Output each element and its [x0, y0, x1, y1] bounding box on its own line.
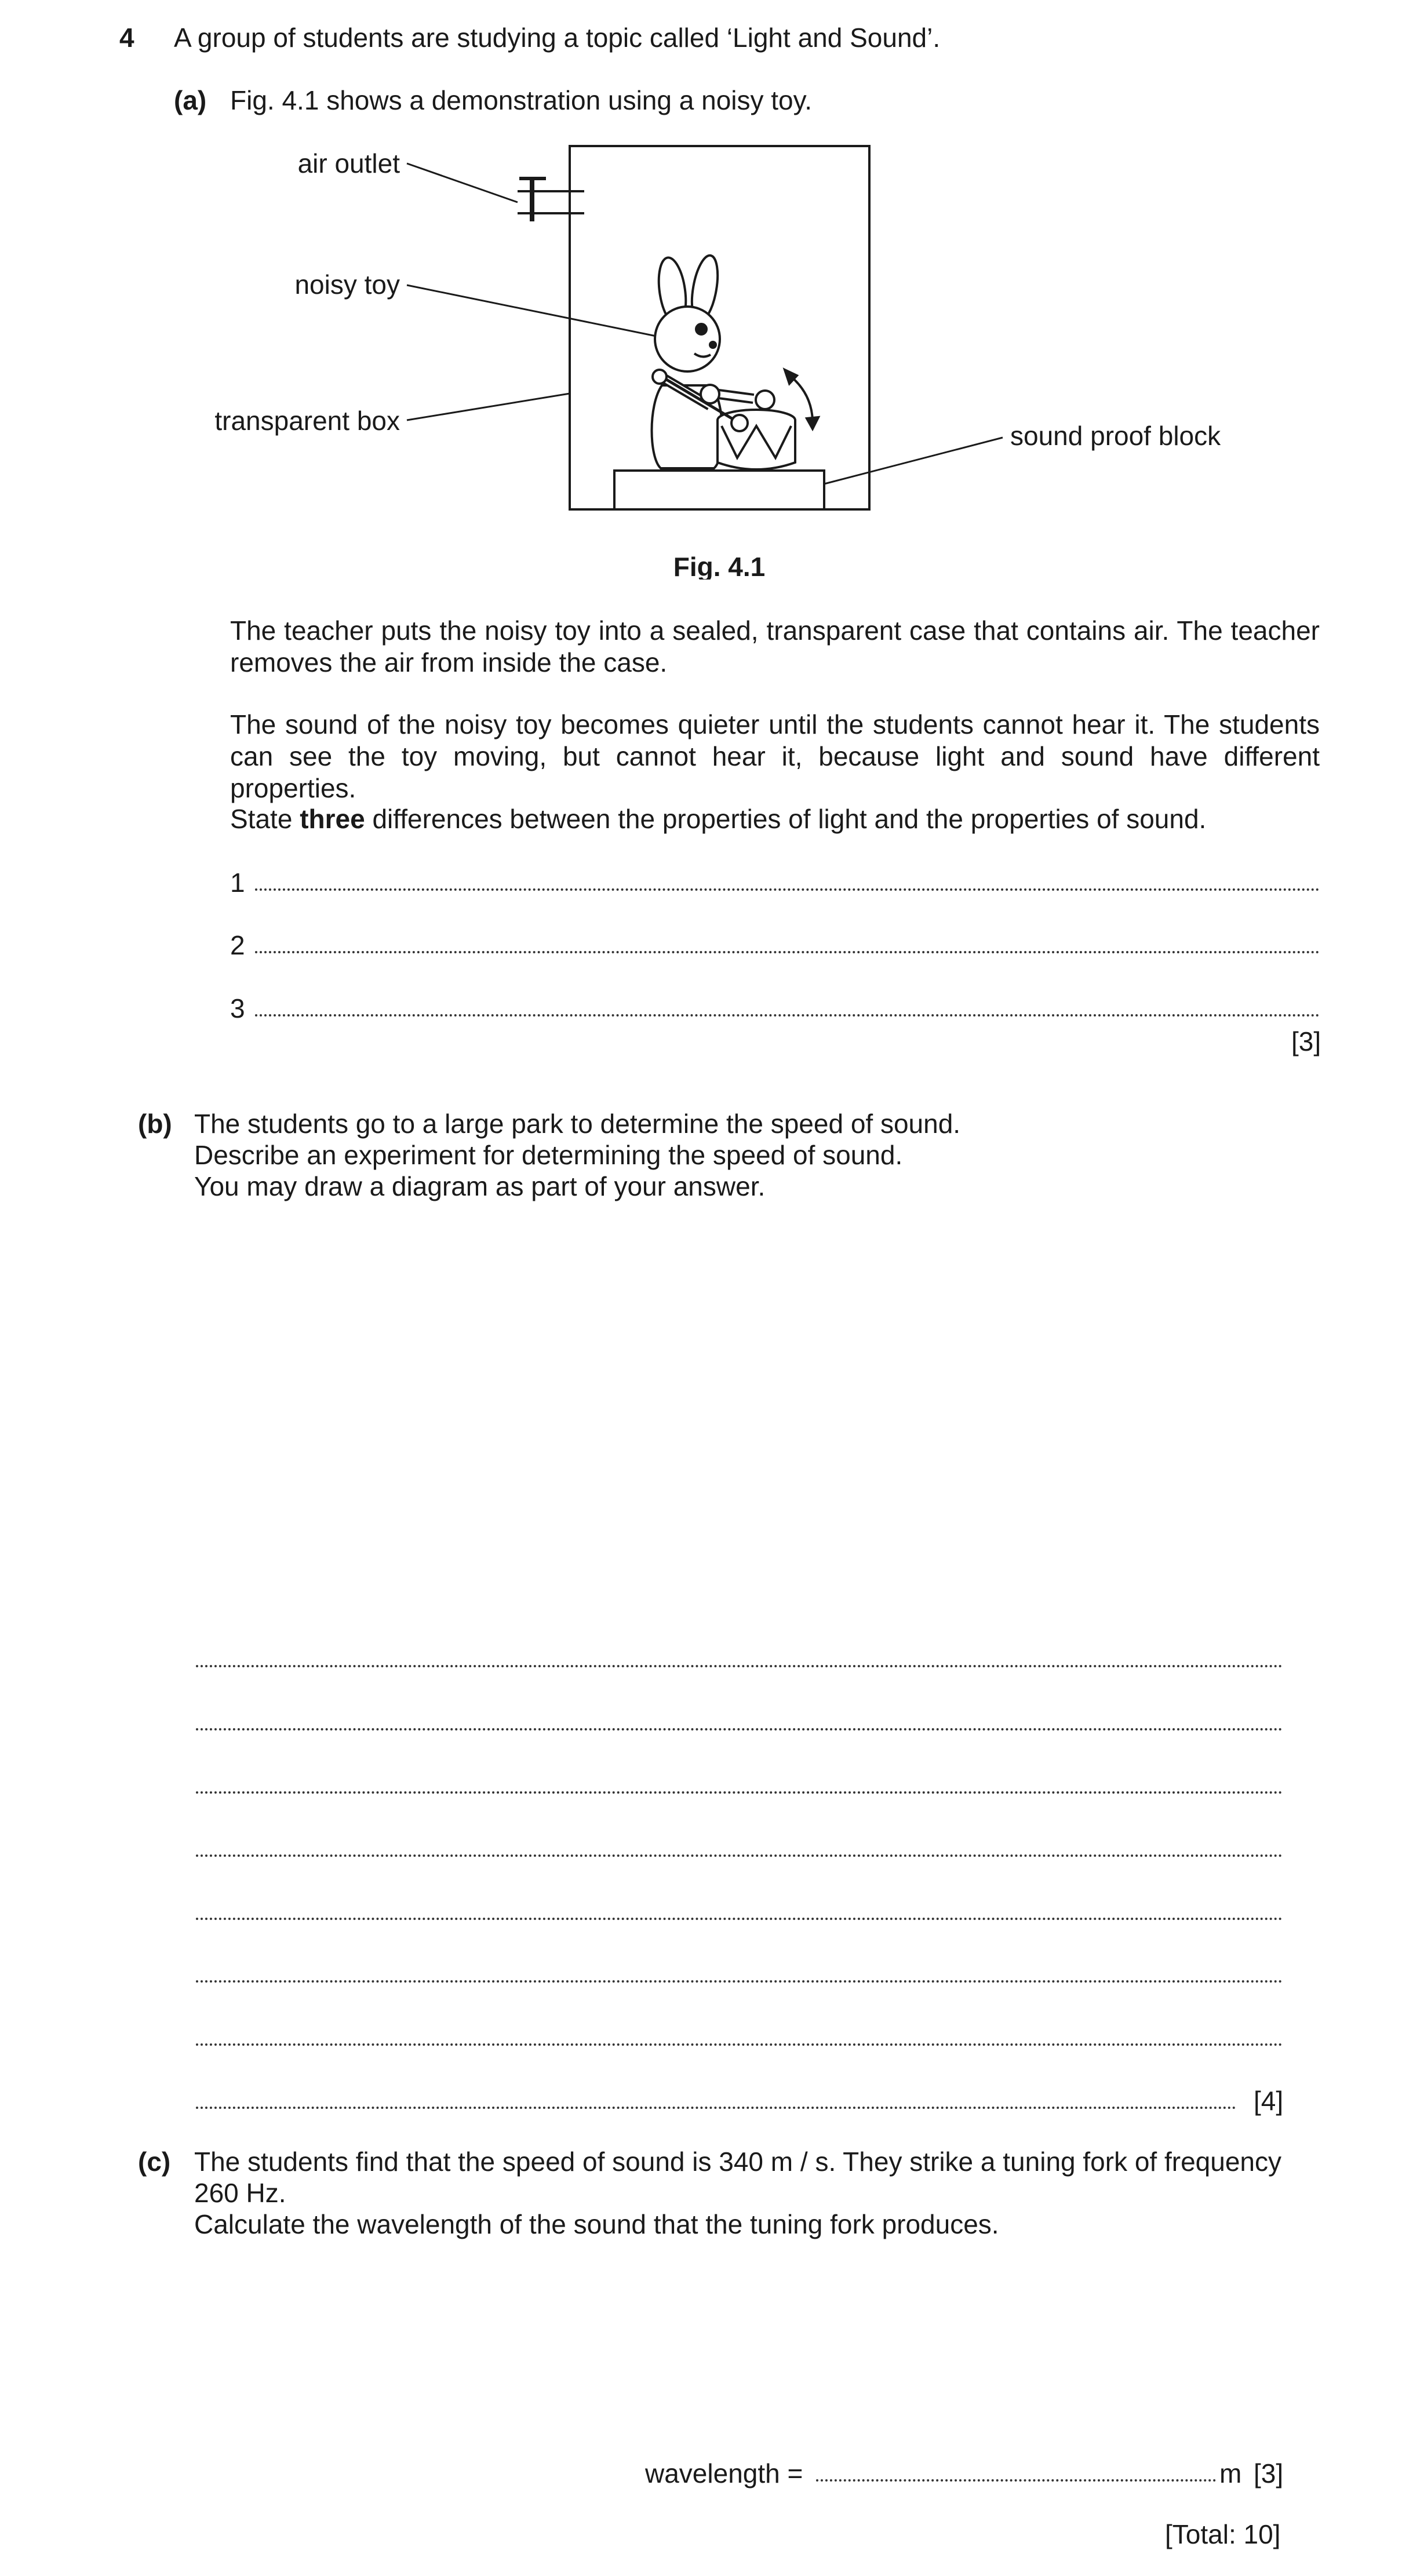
part-a-marks: [3] [1291, 1026, 1321, 1056]
answer-line-b-4[interactable] [196, 1854, 1283, 1857]
part-b-line-3: You may draw a diagram as part of your answer. [194, 1171, 766, 1201]
answer-line-b-2[interactable] [196, 1728, 1283, 1730]
label-noisy-toy: noisy toy [294, 269, 400, 300]
answer-number-1: 1 [230, 868, 245, 898]
answer-line-b-7[interactable] [196, 2043, 1283, 2046]
part-c-line-2: 260 Hz. [194, 2178, 286, 2208]
instruction-post: differences between the properties of light and the properties of sound. [365, 804, 1207, 834]
label-transparent-box: transparent box [214, 406, 400, 436]
figure-4-1 [0, 0, 1402, 580]
question-number: 4 [119, 23, 134, 53]
total-marks: [Total: 10] [1165, 2519, 1281, 2549]
figure-caption: Fig. 4.1 [673, 552, 766, 580]
part-a-instruction [230, 806, 1206, 832]
answer-number-3: 3 [230, 993, 245, 1023]
part-b-line-2: Describe an experiment for determining the speed of sound. [194, 1140, 903, 1170]
wavelength-unit: m [1219, 2458, 1242, 2488]
part-b-label: (b) [138, 1109, 172, 1139]
wavelength-label: wavelength = [645, 2458, 803, 2488]
instruction-pre: State [230, 804, 300, 834]
question-intro: A group of students are studying a topic called ‘Light and Sound’. [174, 23, 941, 53]
answer-line-2[interactable] [255, 951, 1320, 953]
answer-line-b-1[interactable] [196, 1665, 1283, 1667]
part-a-intro: Fig. 4.1 shows a demonstration using a noisy toy. [230, 85, 813, 115]
answer-line-b-5[interactable] [196, 1918, 1283, 1920]
part-a-label: (a) [174, 85, 207, 115]
label-air-outlet: air outlet [297, 148, 400, 178]
noisy-toy-rabbit [652, 253, 819, 469]
air-outlet-valve [518, 178, 584, 221]
answer-line-b-6[interactable] [196, 1980, 1283, 1983]
label-sound-proof-block: sound proof block [1010, 421, 1221, 451]
part-c-marks: [3] [1254, 2458, 1284, 2488]
part-a-paragraph-2: The sound of the noisy toy becomes quieter until the students cannot hear it. The students can see the toy moving, but cannot hear it, because light and sound have different properties. [230, 709, 1320, 803]
sound-proof-block [614, 471, 824, 509]
part-c-label: (c) [138, 2147, 171, 2177]
instruction-bold: three [300, 804, 365, 834]
wavelength-answer-line[interactable] [816, 2479, 1216, 2482]
part-a-paragraph-1: The teacher puts the noisy toy into a sealed, transparent case that contains air. The teacher removes the air from inside the case. [230, 615, 1320, 677]
part-b-marks: [4] [1254, 2086, 1284, 2116]
part-c-line-3: Calculate the wavelength of the sound that the tuning fork produces. [194, 2209, 999, 2239]
answer-number-2: 2 [230, 930, 245, 960]
answer-line-3[interactable] [255, 1014, 1320, 1016]
answer-line-1[interactable] [255, 888, 1320, 891]
part-c-line-1: The students find that the speed of sound is 340 m / s. They strike a tuning fork of frequency [194, 2147, 1282, 2177]
answer-line-b-3[interactable] [196, 1791, 1283, 1794]
answer-line-b-8[interactable] [196, 2107, 1236, 2109]
part-b-line-1: The students go to a large park to determine the speed of sound. [194, 1109, 961, 1139]
